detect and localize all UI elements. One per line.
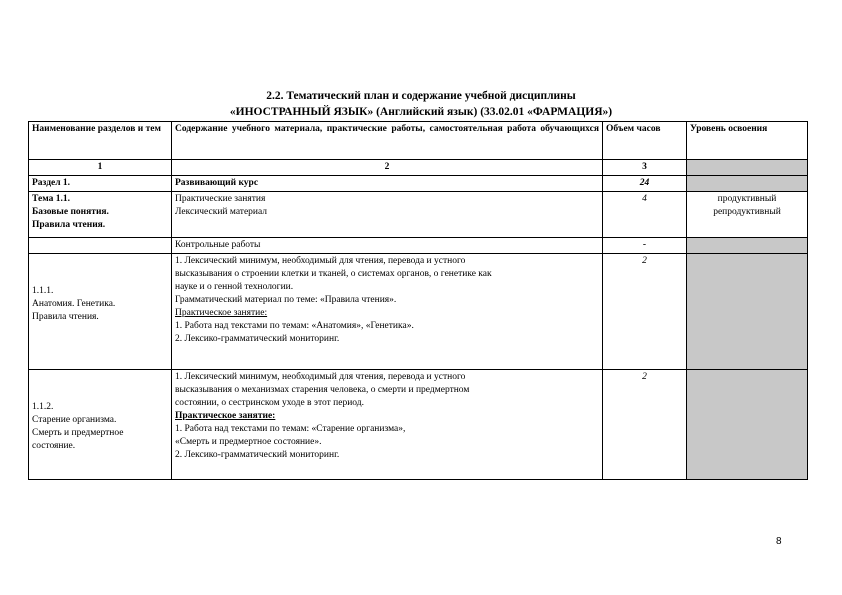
section-name: Раздел 1. — [29, 176, 172, 192]
thematic-plan-table — [28, 121, 808, 480]
gray-cell — [687, 176, 808, 192]
section-hours: 24 — [603, 176, 687, 192]
topic-1-1-2-name: 1.1.2. Старение организма. Смерть и предмертное состояние. — [29, 370, 172, 480]
section-row — [29, 176, 808, 192]
column-numbers-row — [29, 160, 808, 176]
topic-1-1-2-content: 1. Лексический минимум, необходимый для чтения, перевода и устного высказывания о механизмах старения человека, о смерти и предмертном состоянии, о сестринском уходе в этот период. Практическое занятие: 1. Работа над текстами по темам: «Старение организма», «Смерть и предмертное состояние». 2. Лексико-грамматический мониторинг. — [172, 370, 603, 480]
topic-1-1-1-content: 1. Лексический минимум, необходимый для чтения, перевода и устного высказывания о строении клетки и тканей, о системах органов, о генетике как науке и о генной технологии. Грамматический материал по теме: «Правила чтения». Практическое занятие: 1. Работа над текстами по темам: «Анатомия», «Генетика». 2. Лексико-грамматический мониторинг. — [172, 254, 603, 370]
topic-1-1-2-hours: 2 — [603, 370, 687, 480]
header-level: Уровень освоения — [687, 122, 808, 160]
gray-cell — [687, 160, 808, 176]
topic-hours: 4 — [603, 192, 687, 238]
section-content: Развивающий курс — [172, 176, 603, 192]
topic-1-1-1-name: 1.1.1. Анатомия. Генетика. Правила чтения. — [29, 254, 172, 370]
control-content: Контрольные работы — [172, 238, 603, 254]
topic-name: Тема 1.1. Базовые понятия. Правила чтения. — [29, 192, 172, 238]
topic-content: Практические занятия Лексический материал — [172, 192, 603, 238]
topic-row — [29, 192, 808, 238]
topic-1-1-1-hours: 2 — [603, 254, 687, 370]
page-number: 8 — [776, 536, 782, 547]
discipline-title: «ИНОСТРАННЫЙ ЯЗЫК» (Английский язык) (33.02.01 «ФАРМАЦИЯ») — [229, 106, 613, 118]
section-title: 2.2. Тематический план и содержание учебной дисциплины — [266, 90, 576, 102]
table-header-row — [29, 122, 808, 160]
column-number-2: 2 — [172, 160, 603, 176]
table-row — [29, 370, 808, 480]
control-row — [29, 238, 808, 254]
gray-cell — [687, 238, 808, 254]
gray-cell — [687, 370, 808, 480]
header-hours: Объем часов — [603, 122, 687, 160]
empty-cell — [29, 238, 172, 254]
column-number-3: 3 — [603, 160, 687, 176]
table-row — [29, 254, 808, 370]
gray-cell — [687, 254, 808, 370]
header-sections: Наименование разделов и тем — [29, 122, 172, 160]
column-number-1: 1 — [29, 160, 172, 176]
topic-level: продуктивный репродуктивный — [687, 192, 808, 238]
header-content: Содержание учебного материала, практические работы, самостоятельная работа обучающихся — [172, 122, 603, 160]
control-hours: - — [603, 238, 687, 254]
